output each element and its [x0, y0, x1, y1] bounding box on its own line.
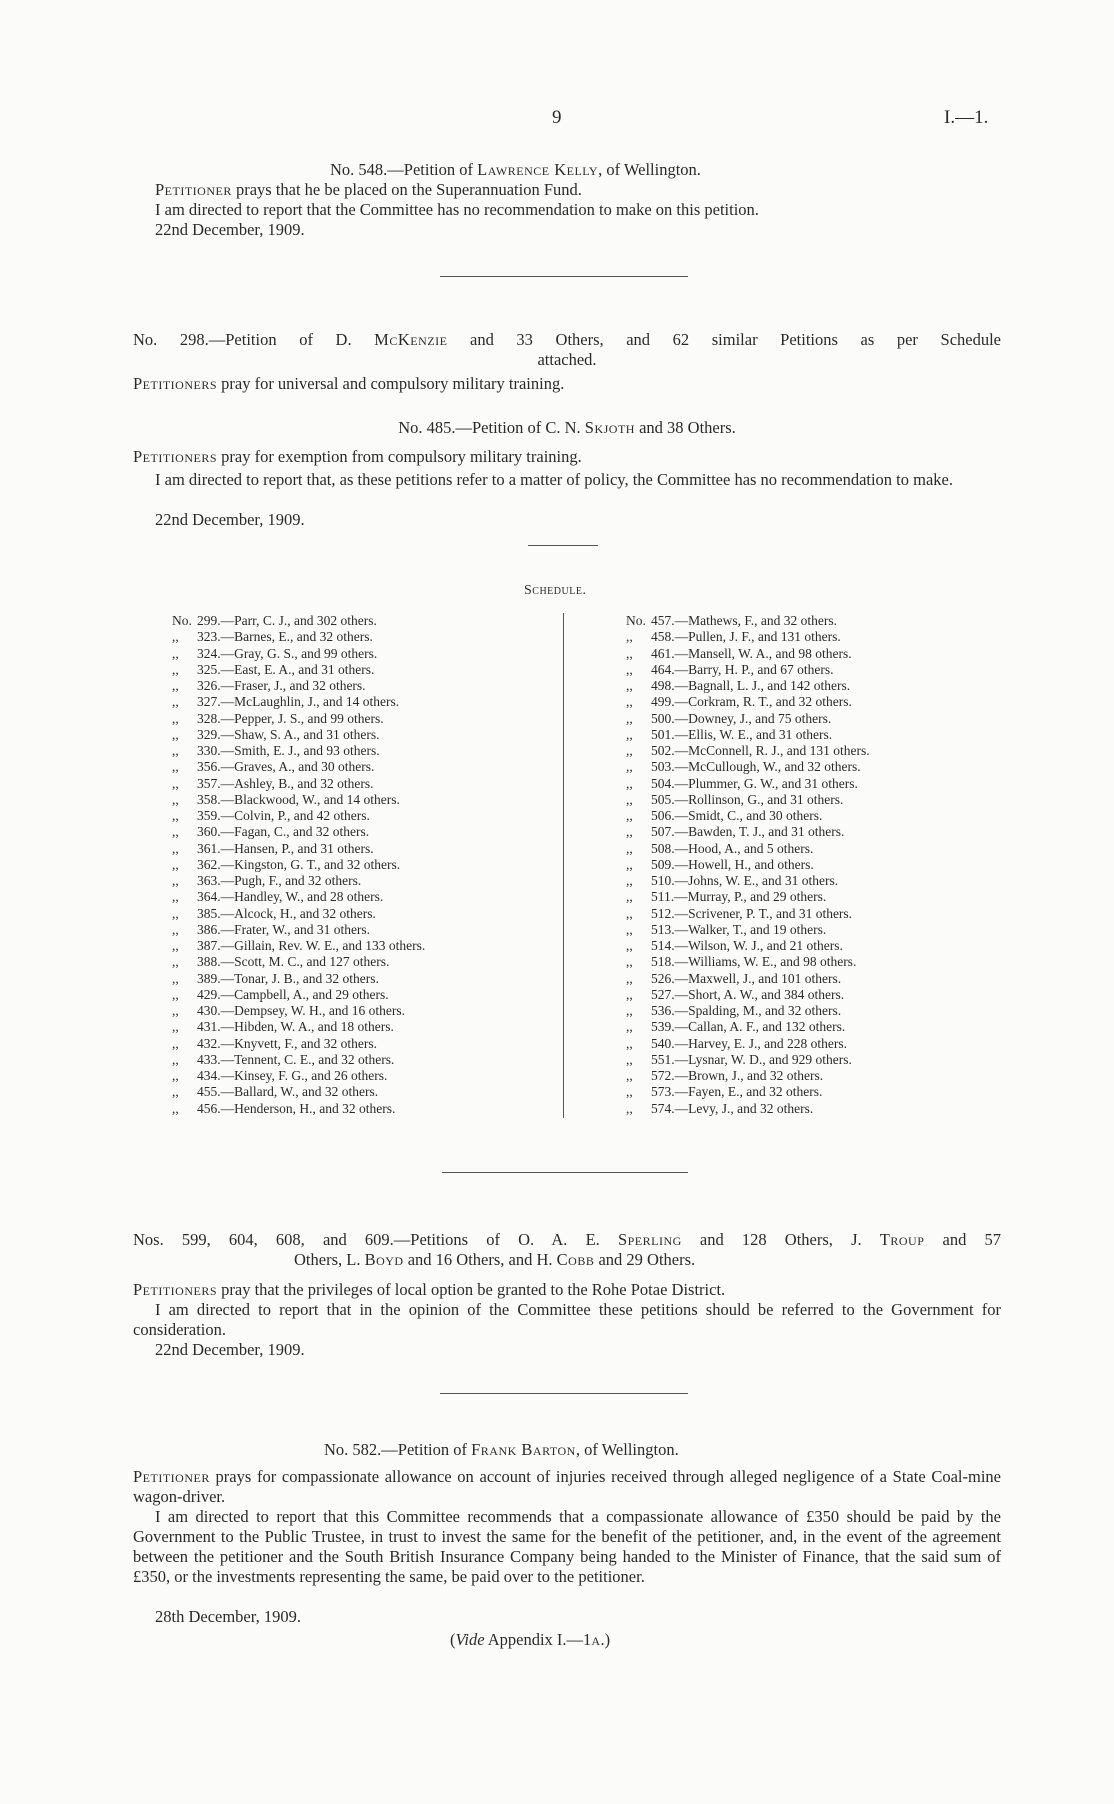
entry-text: 299.—Parr, C. J., and 302 others. — [197, 613, 377, 628]
page-number: 9 — [552, 107, 562, 128]
entry-text: 527.—Short, A. W., and 384 others. — [651, 986, 845, 1002]
entry-text: 502.—McConnell, R. J., and 131 others. — [651, 743, 870, 758]
entry-prefix: ,, — [626, 1051, 633, 1067]
entry-prefix: ,, — [626, 808, 633, 823]
petition-582-report: I am directed to report that this Committee recommends that a compassionate allowance of £350 should be paid by the Government to the Public Trustee, in trust to invest the same for the benefit of the petitioner, and, in the event of the agreement between the petitioner and the South British Insurance Company being handed to the Minister of Finance, that the said sum of £350, or the investments representing the same, be paid over to the petitioner. — [133, 1507, 1001, 1586]
petition-485-prayer: Petitioners pray for exemption from compulsory military training. — [133, 447, 582, 466]
entry-prefix: ,, — [626, 824, 633, 840]
entry-prefix: ,, — [172, 645, 179, 661]
entry-text: 385.—Alcock, H., and 32 others. — [197, 905, 376, 921]
schedule-entry — [626, 629, 870, 645]
petition-582-prayer: Petitioner prays for compassionate allowance on account of injuries received through alleged negligence of a State Coal-mine wagon-driver. — [133, 1467, 1001, 1506]
entry-prefix: ,, — [172, 629, 179, 645]
schedule-entry — [626, 1068, 870, 1084]
entry-prefix: ,, — [172, 1019, 179, 1035]
entry-prefix: ,, — [172, 856, 179, 872]
entry-text: 509.—Howell, H., and others. — [651, 856, 814, 872]
entry-prefix: ,, — [172, 1035, 179, 1051]
schedule-entry — [172, 873, 425, 889]
entry-text: 327.—McLaughlin, J., and 14 others. — [197, 694, 400, 710]
schedule-entry — [172, 841, 425, 857]
entry-text: 526.—Maxwell, J., and 101 others. — [651, 970, 842, 986]
entry-prefix: ,, — [626, 629, 633, 645]
petition-485-date: 22nd December, 1909. — [155, 510, 305, 529]
entry-text: 500.—Downey, J., and 75 others. — [651, 710, 832, 726]
entry-text: 429.—Campbell, A., and 29 others. — [197, 986, 389, 1002]
entry-text: 326.—Fraser, J., and 32 others. — [197, 678, 366, 693]
schedule-entry — [626, 1019, 870, 1035]
entry-text: 536.—Spalding, M., and 32 others. — [651, 1003, 842, 1018]
entry-text: 328.—Pepper, J. S., and 99 others. — [197, 710, 384, 726]
entry-text: 324.—Gray, G. S., and 99 others. — [197, 645, 378, 661]
entry-prefix: ,, — [626, 986, 633, 1002]
schedule-entry — [626, 1003, 870, 1019]
entry-text: 508.—Hood, A., and 5 others. — [651, 840, 814, 856]
entry-text: 518.—Williams, W. E., and 98 others. — [651, 954, 857, 970]
entry-text: 386.—Frater, W., and 31 others. — [197, 921, 371, 937]
entry-text: 498.—Bagnall, L. J., and 142 others. — [651, 678, 851, 693]
schedule-entry — [626, 824, 870, 840]
schedule-entry — [172, 1003, 425, 1019]
schedule-entry — [626, 971, 870, 987]
schedule-entry — [172, 694, 425, 710]
entry-prefix: ,, — [626, 938, 633, 953]
entry-prefix: ,, — [172, 824, 179, 840]
schedule-entry — [172, 808, 425, 824]
schedule-entry — [626, 1052, 870, 1068]
schedule-entry — [626, 759, 870, 775]
entry-prefix: ,, — [172, 791, 179, 807]
entry-text: 461.—Mansell, W. A., and 98 others. — [651, 645, 852, 661]
petition-548-prayer: Petitioner prays that he be placed on the Superannuation Fund. — [155, 180, 582, 199]
schedule-entry — [172, 646, 425, 662]
entry-text: 431.—Hibden, W. A., and 18 others. — [197, 1019, 394, 1035]
entry-prefix: ,, — [172, 743, 179, 758]
entry-prefix: ,, — [172, 840, 179, 856]
entry-text: 540.—Harvey, E. J., and 228 others. — [651, 1035, 847, 1051]
entry-prefix: ,, — [626, 775, 633, 791]
petition-485-heading: No. 485.—Petition of C. N. Skjoth and 38 Others. — [398, 418, 736, 437]
schedule-entry — [172, 1019, 425, 1035]
schedule-entry — [626, 954, 870, 970]
schedule-column-divider — [563, 613, 564, 1118]
entry-prefix: ,, — [172, 970, 179, 986]
petition-298-heading-line2: attached. — [537, 350, 597, 369]
schedule-entry — [626, 873, 870, 889]
entry-prefix: ,, — [172, 1084, 179, 1100]
schedule-entry — [626, 857, 870, 873]
entry-prefix: ,, — [626, 694, 633, 710]
schedule-entry — [172, 954, 425, 970]
schedule-entry — [172, 1036, 425, 1052]
entry-text: 457.—Mathews, F., and 32 others. — [651, 613, 838, 628]
schedule-entry — [626, 906, 870, 922]
schedule-entry — [172, 1084, 425, 1100]
schedule-entry — [626, 662, 870, 678]
entry-text: 434.—Kinsey, F. G., and 26 others. — [197, 1068, 388, 1083]
entry-text: 464.—Barry, H. P., and 67 others. — [651, 661, 834, 677]
entry-text: 573.—Fayen, E., and 32 others. — [651, 1084, 823, 1100]
entry-text: 360.—Fagan, C., and 32 others. — [197, 824, 370, 840]
entry-prefix: ,, — [626, 856, 633, 872]
entry-prefix: ,, — [172, 954, 179, 970]
section-divider — [440, 1393, 688, 1394]
schedule-entry — [172, 889, 425, 905]
entry-prefix: ,, — [626, 954, 633, 970]
entry-prefix: ,, — [626, 678, 633, 693]
schedule-entry — [172, 1101, 425, 1117]
schedule-entry — [626, 776, 870, 792]
schedule-entry — [626, 678, 870, 694]
schedule-entry — [626, 792, 870, 808]
entry-text: 456.—Henderson, H., and 32 others. — [197, 1100, 396, 1116]
schedule-entry — [172, 922, 425, 938]
entry-text: 357.—Ashley, B., and 32 others. — [197, 775, 374, 791]
entry-prefix: ,, — [172, 694, 179, 710]
entry-text: 359.—Colvin, P., and 42 others. — [197, 808, 370, 823]
entry-text: 323.—Barnes, E., and 32 others. — [197, 629, 373, 645]
entry-prefix: ,, — [626, 726, 633, 742]
entry-prefix: ,, — [626, 1068, 633, 1083]
schedule-entry — [626, 987, 870, 1003]
schedule-entry — [626, 613, 870, 629]
entry-text: 503.—McCullough, W., and 32 others. — [651, 759, 861, 775]
schedule-entry — [172, 727, 425, 743]
entry-prefix: ,, — [172, 1068, 179, 1083]
schedule-entry — [626, 743, 870, 759]
schedule-entry — [626, 889, 870, 905]
entry-prefix: ,, — [172, 726, 179, 742]
schedule-entry — [172, 1068, 425, 1084]
petition-548-report: I am directed to report that the Committee has no recommendation to make on this petition. — [155, 200, 759, 219]
entry-text: 507.—Bawden, T. J., and 31 others. — [651, 824, 845, 840]
schedule-entry — [172, 613, 425, 629]
entry-text: 510.—Johns, W. E., and 31 others. — [651, 873, 839, 888]
schedule-entry — [172, 971, 425, 987]
entry-prefix: ,, — [172, 678, 179, 693]
section-divider — [528, 545, 598, 546]
entry-text: 504.—Plummer, G. W., and 31 others. — [651, 775, 858, 791]
schedule-entry — [172, 759, 425, 775]
entry-text: 364.—Handley, W., and 28 others. — [197, 889, 384, 905]
schedule-right-column — [626, 613, 870, 1117]
schedule-entry — [172, 678, 425, 694]
petition-298-prayer: Petitioners pray for universal and compulsory military training. — [133, 374, 565, 393]
schedule-entry — [172, 906, 425, 922]
entry-prefix: ,, — [172, 710, 179, 726]
schedule-entry — [626, 1036, 870, 1052]
entry-prefix: ,, — [626, 759, 633, 775]
entry-text: 455.—Ballard, W., and 32 others. — [197, 1084, 379, 1100]
entry-text: 329.—Shaw, S. A., and 31 others. — [197, 726, 380, 742]
entry-text: 501.—Ellis, W. E., and 31 others. — [651, 726, 833, 742]
entry-text: 362.—Kingston, G. T., and 32 others. — [197, 856, 401, 872]
section-divider — [442, 1172, 688, 1173]
petition-599-heading-line2: Others, L. Boyd and 16 Others, and H. Cobb and 29 Others. — [294, 1250, 696, 1269]
entry-text: 330.—Smith, E. J., and 93 others. — [197, 743, 380, 758]
schedule-entry — [626, 1101, 870, 1117]
entry-prefix: ,, — [626, 840, 633, 856]
schedule-entry — [626, 841, 870, 857]
appendix-reference: (Vide Appendix I.—1a.) — [450, 1630, 611, 1649]
entry-prefix: ,, — [626, 921, 633, 937]
entry-prefix: ,, — [626, 970, 633, 986]
entry-text: 458.—Pullen, J. F., and 131 others. — [651, 629, 841, 645]
entry-prefix: ,, — [626, 791, 633, 807]
schedule-entry — [626, 938, 870, 954]
entry-text: 432.—Knyvett, F., and 32 others. — [197, 1035, 378, 1051]
entry-text: 358.—Blackwood, W., and 14 others. — [197, 791, 400, 807]
entry-prefix: ,, — [626, 905, 633, 921]
entry-prefix: ,, — [172, 986, 179, 1002]
entry-text: 325.—East, E. A., and 31 others. — [197, 661, 375, 677]
entry-text: 388.—Scott, M. C., and 127 others. — [197, 954, 390, 970]
schedule-entry — [626, 922, 870, 938]
entry-text: 361.—Hansen, P., and 31 others. — [197, 840, 374, 856]
paper-reference: I.—1. — [944, 107, 989, 128]
schedule-entry — [626, 727, 870, 743]
entry-prefix: ,, — [626, 645, 633, 661]
schedule-entry — [172, 776, 425, 792]
entry-prefix: No. — [626, 613, 646, 628]
entry-prefix: ,, — [626, 889, 633, 905]
schedule-left-column — [172, 613, 425, 1117]
petition-599-date: 22nd December, 1909. — [155, 1340, 305, 1359]
schedule-entry — [172, 1052, 425, 1068]
petition-582-date: 28th December, 1909. — [155, 1607, 301, 1626]
entry-text: 513.—Walker, T., and 19 others. — [651, 921, 827, 937]
entry-prefix: ,, — [626, 873, 633, 888]
entry-text: 512.—Scrivener, P. T., and 31 others. — [651, 905, 853, 921]
entry-text: 505.—Rollinson, G., and 31 others. — [651, 791, 844, 807]
entry-text: 499.—Corkram, R. T., and 32 others. — [651, 694, 852, 710]
petition-582-heading: No. 582.—Petition of Frank Barton, of Wellington. — [324, 1440, 679, 1459]
schedule-entry — [626, 646, 870, 662]
schedule-title: Schedule. — [524, 583, 587, 598]
petition-599-report: I am directed to report that in the opinion of the Committee these petitions should be referred to the Government for consideration. — [133, 1300, 1001, 1339]
schedule-entry — [172, 629, 425, 645]
schedule-entry — [626, 694, 870, 710]
entry-prefix: ,, — [626, 1019, 633, 1035]
entry-text: 356.—Graves, A., and 30 others. — [197, 759, 375, 775]
entry-text: 572.—Brown, J., and 32 others. — [651, 1068, 824, 1083]
entry-prefix: ,, — [172, 873, 179, 888]
petition-548-date: 22nd December, 1909. — [155, 220, 305, 239]
entry-text: 389.—Tonar, J. B., and 32 others. — [197, 970, 379, 986]
schedule-entry — [626, 711, 870, 727]
entry-prefix: ,, — [626, 1003, 633, 1018]
entry-text: 511.—Murray, P., and 29 others. — [651, 889, 827, 905]
entry-prefix: ,, — [172, 1051, 179, 1067]
schedule-entry — [172, 824, 425, 840]
entry-text: 387.—Gillain, Rev. W. E., and 133 others. — [197, 938, 426, 953]
petition-599-heading: Nos. 599, 604, 608, and 609.—Petitions of O. A. E. Sperling and 128 Others, J. Troup and 57 — [133, 1230, 1002, 1249]
entry-text: 514.—Wilson, W. J., and 21 others. — [651, 938, 843, 953]
entry-prefix: ,, — [626, 743, 633, 758]
schedule-entry — [172, 743, 425, 759]
entry-prefix: ,, — [626, 1035, 633, 1051]
entry-prefix: ,, — [172, 759, 179, 775]
entry-prefix: ,, — [172, 1100, 179, 1116]
schedule-entry — [626, 1084, 870, 1100]
entry-prefix: ,, — [172, 938, 179, 953]
entry-prefix: ,, — [626, 710, 633, 726]
entry-prefix: ,, — [172, 905, 179, 921]
entry-prefix: ,, — [172, 808, 179, 823]
schedule-entry — [172, 662, 425, 678]
entry-prefix: ,, — [626, 1100, 633, 1116]
schedule-entry — [172, 938, 425, 954]
schedule-entry — [172, 987, 425, 1003]
entry-prefix: ,, — [172, 775, 179, 791]
entry-prefix: ,, — [172, 1003, 179, 1018]
section-divider — [440, 276, 688, 277]
entry-prefix: ,, — [172, 661, 179, 677]
schedule-entry — [172, 711, 425, 727]
schedule-entry — [172, 857, 425, 873]
entry-text: 363.—Pugh, F., and 32 others. — [197, 873, 362, 888]
schedule-entry — [626, 808, 870, 824]
entry-prefix: ,, — [626, 661, 633, 677]
entry-prefix: ,, — [172, 921, 179, 937]
entry-text: 574.—Levy, J., and 32 others. — [651, 1100, 814, 1116]
petition-599-prayer: Petitioners pray that the privileges of local option be granted to the Rohe Potae District. — [133, 1280, 726, 1299]
schedule-entry — [172, 792, 425, 808]
entry-text: 551.—Lysnar, W. D., and 929 others. — [651, 1051, 852, 1067]
entry-text: 539.—Callan, A. F., and 132 others. — [651, 1019, 846, 1035]
entry-text: 506.—Smidt, C., and 30 others. — [651, 808, 823, 823]
petition-548-heading: No. 548.—Petition of Lawrence Kelly, of Wellington. — [330, 160, 701, 179]
entry-prefix: ,, — [172, 889, 179, 905]
petition-485-report: I am directed to report that, as these petitions refer to a matter of policy, the Committee has no recommendation to make. — [155, 470, 954, 489]
entry-prefix: No. — [172, 613, 192, 628]
entry-text: 430.—Dempsey, W. H., and 16 others. — [197, 1003, 405, 1018]
petition-298-heading: No. 298.—Petition of D. McKenzie and 33 Others, and 62 similar Petitions as per Schedule — [133, 330, 1001, 349]
entry-text: 433.—Tennent, C. E., and 32 others. — [197, 1051, 395, 1067]
entry-prefix: ,, — [626, 1084, 633, 1100]
